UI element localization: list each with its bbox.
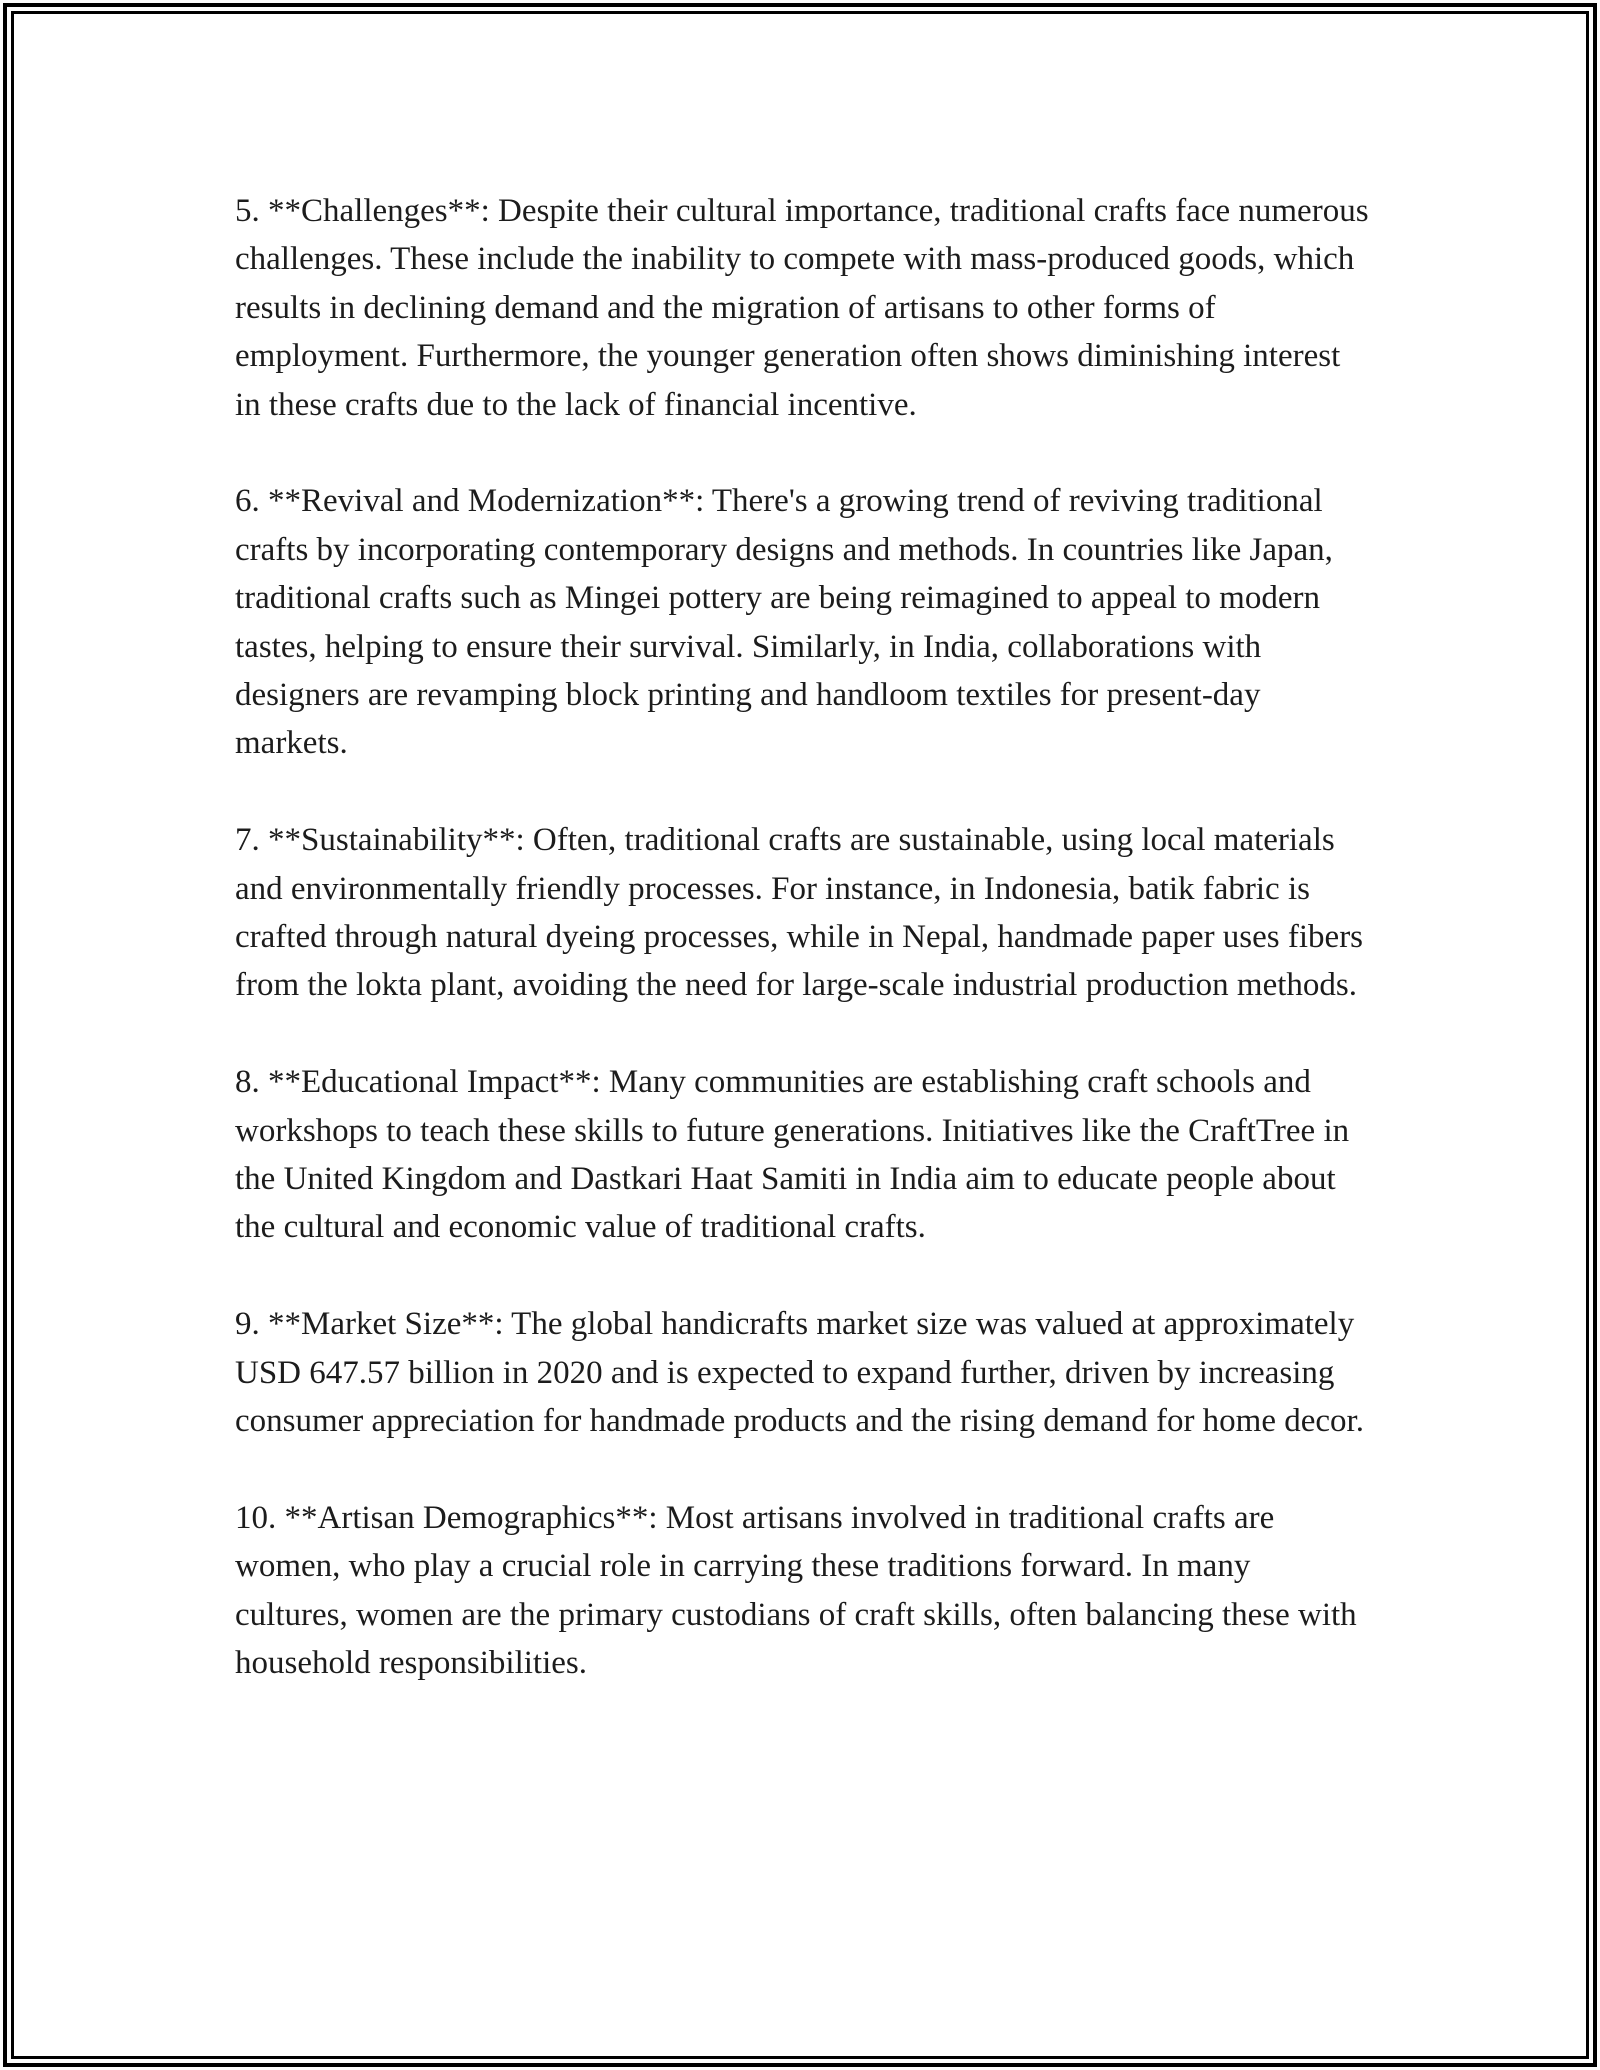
document-body xyxy=(235,187,1370,1688)
paragraph-educational-impact: 8. **Educational Impact**: Many communities are establishing craft schools and workshops to teach these skills to future generations. Initiatives like the CraftTree in the United Kingdom and Dastkari Haat Samiti in India aim to educate people about the cultural and economic value of traditional crafts. xyxy=(235,1064,1350,1246)
paragraph-revival-modernization: 6. **Revival and Modernization**: There's a growing trend of reviving traditional crafts by incorporating contemporary designs and methods. In countries like Japan, traditional crafts such as Mingei pottery are being reimagined to appeal to modern tastes, helping to ensure their survival. Similarly, in India, collaborations with designers are revamping block printing and handloom textiles for present-day markets. xyxy=(235,483,1333,762)
paragraph-market-size: 9. **Market Size**: The global handicrafts market size was valued at approximately USD 647.57 billion in 2020 and is expected to expand further, driven by increasing consumer appreciation for handmade products and the rising demand for home decor. xyxy=(235,1306,1364,1440)
paragraph-challenges: 5. **Challenges**: Despite their cultural importance, traditional crafts face numerous challenges. These include the inability to compete with mass-produced goods, which results in declining demand and the migration of artisans to other forms of employment. Furthermore, the younger generation often shows diminishing interest in these crafts due to the lack of financial incentive. xyxy=(235,193,1369,423)
paragraph-sustainability: 7. **Sustainability**: Often, traditional crafts are sustainable, using local materials and environmentally friendly processes. For instance, in Indonesia, batik fabric is crafted through natural dyeing processes, while in Nepal, handmade paper uses fibers from the lokta plant, avoiding the need for large-scale industrial production methods. xyxy=(235,822,1364,1004)
paragraph-artisan-demographics: 10. **Artisan Demographics**: Most artisans involved in traditional crafts are women, who play a crucial role in carrying these traditions forward. In many cultures, women are the primary custodians of craft skills, often balancing these with household responsibilities. xyxy=(235,1499,1357,1682)
